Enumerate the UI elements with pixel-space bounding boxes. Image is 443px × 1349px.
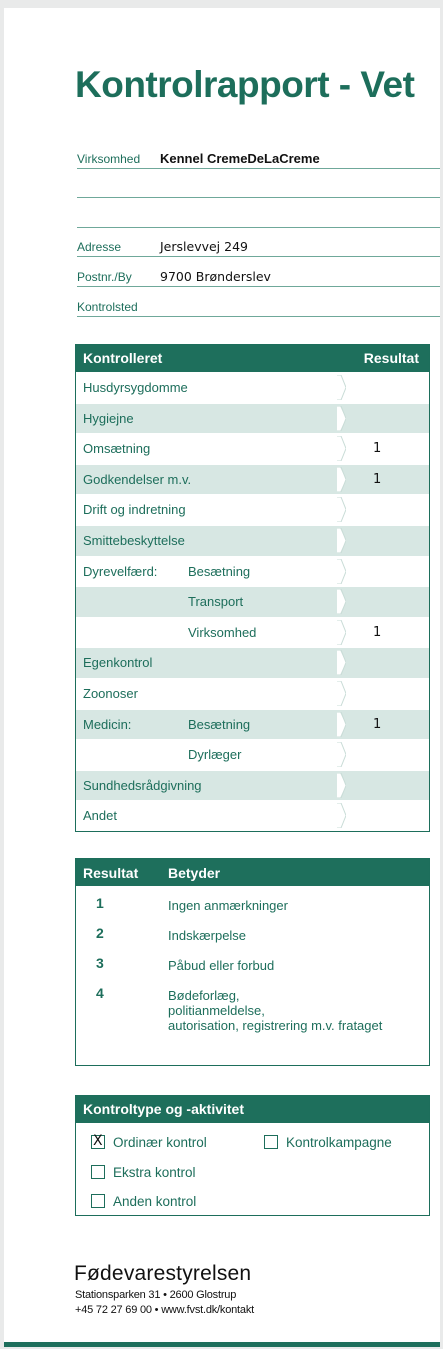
row-result-cell	[337, 557, 429, 587]
legend-description-line: politianmeldelse,	[168, 1003, 265, 1018]
legend-header	[76, 859, 429, 886]
row-category: Andet	[83, 808, 117, 824]
row-category: Godkendelser m.v.	[83, 471, 192, 487]
organization-logo: Fødevarestyrelsen	[74, 1262, 252, 1285]
checkbox-ordinaer-mark: X	[93, 1133, 103, 1149]
row-category: Hygiejne	[83, 410, 134, 426]
row-result-cell	[337, 587, 429, 617]
table-row	[76, 617, 429, 648]
table-row	[76, 433, 429, 464]
row-result-value: 1	[373, 716, 382, 732]
row-category: Omsætning	[83, 441, 151, 457]
row-result-cell	[337, 495, 429, 525]
checkbox-anden[interactable]	[91, 1194, 196, 1209]
kontrol-table-header	[76, 345, 429, 372]
blank-line-2	[77, 206, 440, 228]
table-row	[76, 586, 429, 617]
legend-description	[168, 958, 274, 973]
table-row	[76, 739, 429, 770]
legend-description-line: Indskærpelse	[168, 928, 247, 943]
row-result-cell	[337, 648, 429, 678]
row-result-cell	[337, 434, 429, 464]
checkbox-ordinaer-label: Ordinær kontrol	[113, 1135, 207, 1150]
kontroltype-box	[75, 1095, 430, 1216]
legend-description-line: Ingen anmærkninger	[168, 898, 288, 913]
adresse-field	[77, 235, 440, 257]
row-result-value: 1	[373, 441, 382, 457]
table-row	[76, 800, 429, 831]
table-row	[76, 647, 429, 678]
checkbox-anden-label: Anden kontrol	[113, 1194, 197, 1209]
chevron-right-icon	[337, 406, 346, 431]
postnr-by-field	[77, 265, 440, 287]
chevron-right-icon	[337, 528, 346, 553]
legend-description-line: Bødeforlæg,	[168, 988, 240, 1003]
virksomhed-label: Virksomhed	[77, 152, 141, 166]
row-result-cell	[337, 404, 429, 434]
adresse-value: Jerslevvej 249	[160, 239, 248, 254]
adresse-label: Adresse	[77, 240, 122, 254]
kontroltype-header	[76, 1096, 429, 1123]
row-result-cell	[337, 740, 429, 770]
row-result-cell	[337, 710, 429, 740]
table-row	[76, 403, 429, 434]
footer-address: Stationsparken 31 • 2600 Glostrup	[75, 1289, 237, 1301]
row-subcategory: Transport	[188, 594, 244, 610]
chevron-right-icon	[337, 467, 346, 492]
kontrol-table-body	[76, 372, 429, 831]
legend-code: 3	[96, 955, 104, 971]
row-subcategory: Besætning	[188, 563, 251, 579]
row-subcategory: Besætning	[188, 716, 251, 732]
chevron-right-icon	[337, 742, 346, 767]
kontrolsted-label: Kontrolsted	[77, 300, 138, 314]
row-result-cell	[337, 373, 429, 403]
checkbox-ekstra-box[interactable]	[91, 1165, 105, 1179]
footer-band	[4, 1342, 440, 1347]
table-row	[76, 709, 429, 740]
legend-code: 1	[96, 895, 104, 911]
row-result-cell	[337, 771, 429, 801]
chevron-right-icon	[337, 559, 346, 584]
row-subcategory: Dyrlæger	[188, 747, 242, 763]
legend-description	[168, 928, 246, 943]
checkbox-ekstra-label: Ekstra kontrol	[113, 1165, 196, 1180]
kontrol-table	[75, 344, 430, 832]
table-row	[76, 372, 429, 403]
report-title: Kontrolrapport - Vet	[75, 64, 415, 105]
chevron-right-icon	[337, 436, 346, 461]
chevron-right-icon	[337, 681, 346, 706]
virksomhed-value: Kennel CremeDeLaCreme	[160, 151, 320, 166]
row-result-cell	[337, 801, 429, 831]
postnr-by-label: Postnr./By	[77, 270, 132, 284]
table-row	[76, 770, 429, 801]
kontrolsted-field	[77, 295, 440, 317]
table-row	[76, 494, 429, 525]
checkbox-ordinaer[interactable]	[91, 1135, 207, 1150]
header-resultat: Resultat	[363, 350, 419, 366]
row-category: Medicin:	[83, 716, 132, 732]
chevron-right-icon	[337, 589, 346, 614]
chevron-right-icon	[337, 773, 346, 798]
checkbox-kampagne-label: Kontrolkampagne	[286, 1135, 392, 1150]
legend-header-resultat: Resultat	[83, 865, 139, 881]
legend-description-line: Påbud eller forbud	[168, 958, 275, 973]
virksomhed-field	[77, 147, 440, 169]
result-legend	[75, 858, 430, 1066]
table-row	[76, 678, 429, 709]
footer-contact: +45 72 27 69 00 • www.fvst.dk/kontakt	[75, 1304, 254, 1316]
checkbox-ekstra[interactable]	[91, 1165, 196, 1180]
chevron-right-icon	[337, 650, 346, 675]
report-page	[4, 8, 440, 1347]
legend-code: 4	[96, 985, 104, 1001]
table-row	[76, 525, 429, 556]
row-category: Drift og indretning	[83, 502, 186, 518]
chevron-right-icon	[337, 712, 346, 737]
row-category: Sundhedsrådgivning	[83, 777, 202, 793]
kontroltype-title: Kontroltype og -aktivitet	[83, 1101, 245, 1117]
row-result-cell	[337, 465, 429, 495]
row-category: Egenkontrol	[83, 655, 153, 671]
row-category: Smittebeskyttelse	[83, 532, 185, 548]
postnr-by-value: 9700 Brønderslev	[160, 269, 271, 284]
header-kontrolleret: Kontrolleret	[83, 350, 163, 366]
row-category: Husdyrsygdomme	[83, 380, 188, 395]
chevron-right-icon	[337, 803, 346, 828]
legend-description	[168, 898, 288, 913]
chevron-right-icon	[337, 497, 346, 522]
legend-description	[168, 988, 382, 1033]
table-row	[76, 464, 429, 495]
legend-header-betyder: Betyder	[168, 865, 221, 881]
chevron-right-icon	[337, 620, 346, 645]
row-result-value: 1	[373, 624, 382, 640]
row-result-cell	[337, 679, 429, 709]
checkbox-anden-box[interactable]	[91, 1194, 105, 1208]
chevron-right-icon	[337, 375, 346, 400]
row-category: Dyrevelfærd:	[83, 563, 158, 579]
legend-description-line: autorisation, registrering m.v. frataget	[168, 1018, 383, 1033]
legend-code: 2	[96, 925, 104, 941]
row-result-cell	[337, 526, 429, 556]
checkbox-ordinaer-box[interactable]	[91, 1135, 105, 1149]
blank-line-1	[77, 176, 440, 198]
row-result-cell	[337, 618, 429, 648]
checkbox-kampagne-box[interactable]	[264, 1135, 278, 1149]
checkbox-kampagne[interactable]	[264, 1135, 392, 1150]
row-category: Zoonoser	[83, 685, 138, 701]
row-subcategory: Virksomhed	[188, 624, 257, 640]
table-row	[76, 556, 429, 587]
row-result-value: 1	[373, 471, 382, 487]
